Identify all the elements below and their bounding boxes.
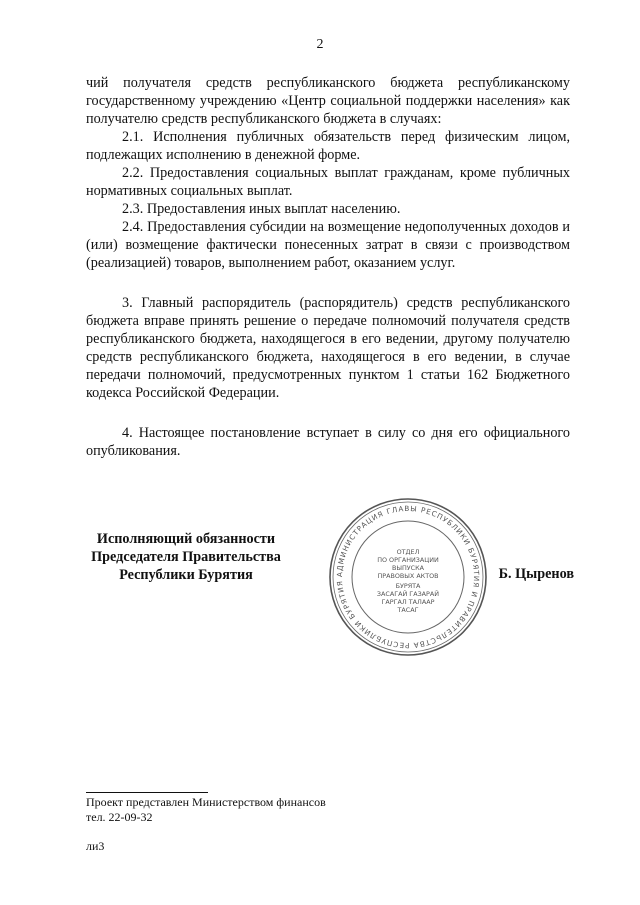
paragraph-intro: чий получателя средств республиканского бюджета республиканскому государственному учреждению «Центр социальной поддержки населения» как получателю средств республиканского бюджета в случаях: xyxy=(86,75,570,127)
stamp-inner-text: ПРАВОВЫХ АКТОВ xyxy=(377,572,439,580)
signatory-title-line: Председателя Правительства xyxy=(91,549,281,565)
paragraph-2-3: 2.3. Предоставления иных выплат населению. xyxy=(122,201,401,217)
stamp-inner-text: ТАСАГ xyxy=(397,606,419,614)
stamp-inner-text: ВЫПУСКА xyxy=(391,564,425,572)
stamp-inner-text: ЗАСАГАЙ ГАЗАРАЙ xyxy=(376,590,440,598)
paragraph-3: 3. Главный распорядитель (распорядитель) средств республиканского бюджета вправе принять решение о передаче полномочий получателя средств республиканского бюджета, находящегося в его ведении, другому получателю средств республиканского бюджета, находящегося в его ведении, в случае передачи полномочий, предусмотренных пунктом 1 статьи 162 Бюджетного кодекса Российской Федерации. xyxy=(86,295,570,401)
page-number: 2 xyxy=(316,37,324,52)
footnote-phone: тел. 22-09-32 xyxy=(86,810,153,824)
paragraph-4: 4. Настоящее постановление вступает в силу со дня его официального опубликования. xyxy=(86,425,570,459)
signatory-title-line: Исполняющий обязанности xyxy=(96,531,276,547)
footnote xyxy=(86,795,326,854)
stamp-inner-text: БУРЯТА xyxy=(395,582,421,590)
stamp-inner-text: ОТДЕЛ xyxy=(396,548,420,556)
paragraph-gap xyxy=(86,272,570,294)
footnote-divider xyxy=(86,792,208,793)
paragraph-2-2: 2.2. Предоставления социальных выплат гражданам, кроме публичных нормативных социальных выплат. xyxy=(86,165,570,199)
paragraph-2-1: 2.1. Исполнения публичных обязательств перед физическим лицом, подлежащих исполнению в денежной форме. xyxy=(86,129,570,163)
signatory-name: Б. Цыренов xyxy=(498,566,574,582)
footnote-author: Проект представлен Министерством финансов xyxy=(86,795,326,809)
paragraph-2-4: 2.4. Предоставления субсидии на возмещение недополученных доходов и (или) возмещение фактически понесенных затрат в связи с производством (реализацией) товаров, выполнением работ, оказанием услуг. xyxy=(86,219,570,271)
footnote-code: ли3 xyxy=(86,839,105,853)
stamp-inner-text: ГАРГАЛ ТАЛААР xyxy=(381,598,435,606)
paragraph-gap xyxy=(86,402,570,424)
official-stamp xyxy=(327,496,489,658)
signatory-title-line: Республики Бурятия xyxy=(119,567,253,583)
document-body xyxy=(86,74,570,460)
stamp-inner-text: ПО ОРГАНИЗАЦИИ xyxy=(377,556,439,564)
stamp-ring-text: АДМИНИСТРАЦИЯ ГЛАВЫ РЕСПУБЛИКИ БУРЯТИЯ И ПРАВИТЕЛЬСТВА РЕСПУБЛИКИ БУРЯТИЯ xyxy=(334,503,482,651)
signatory-title xyxy=(86,530,286,584)
